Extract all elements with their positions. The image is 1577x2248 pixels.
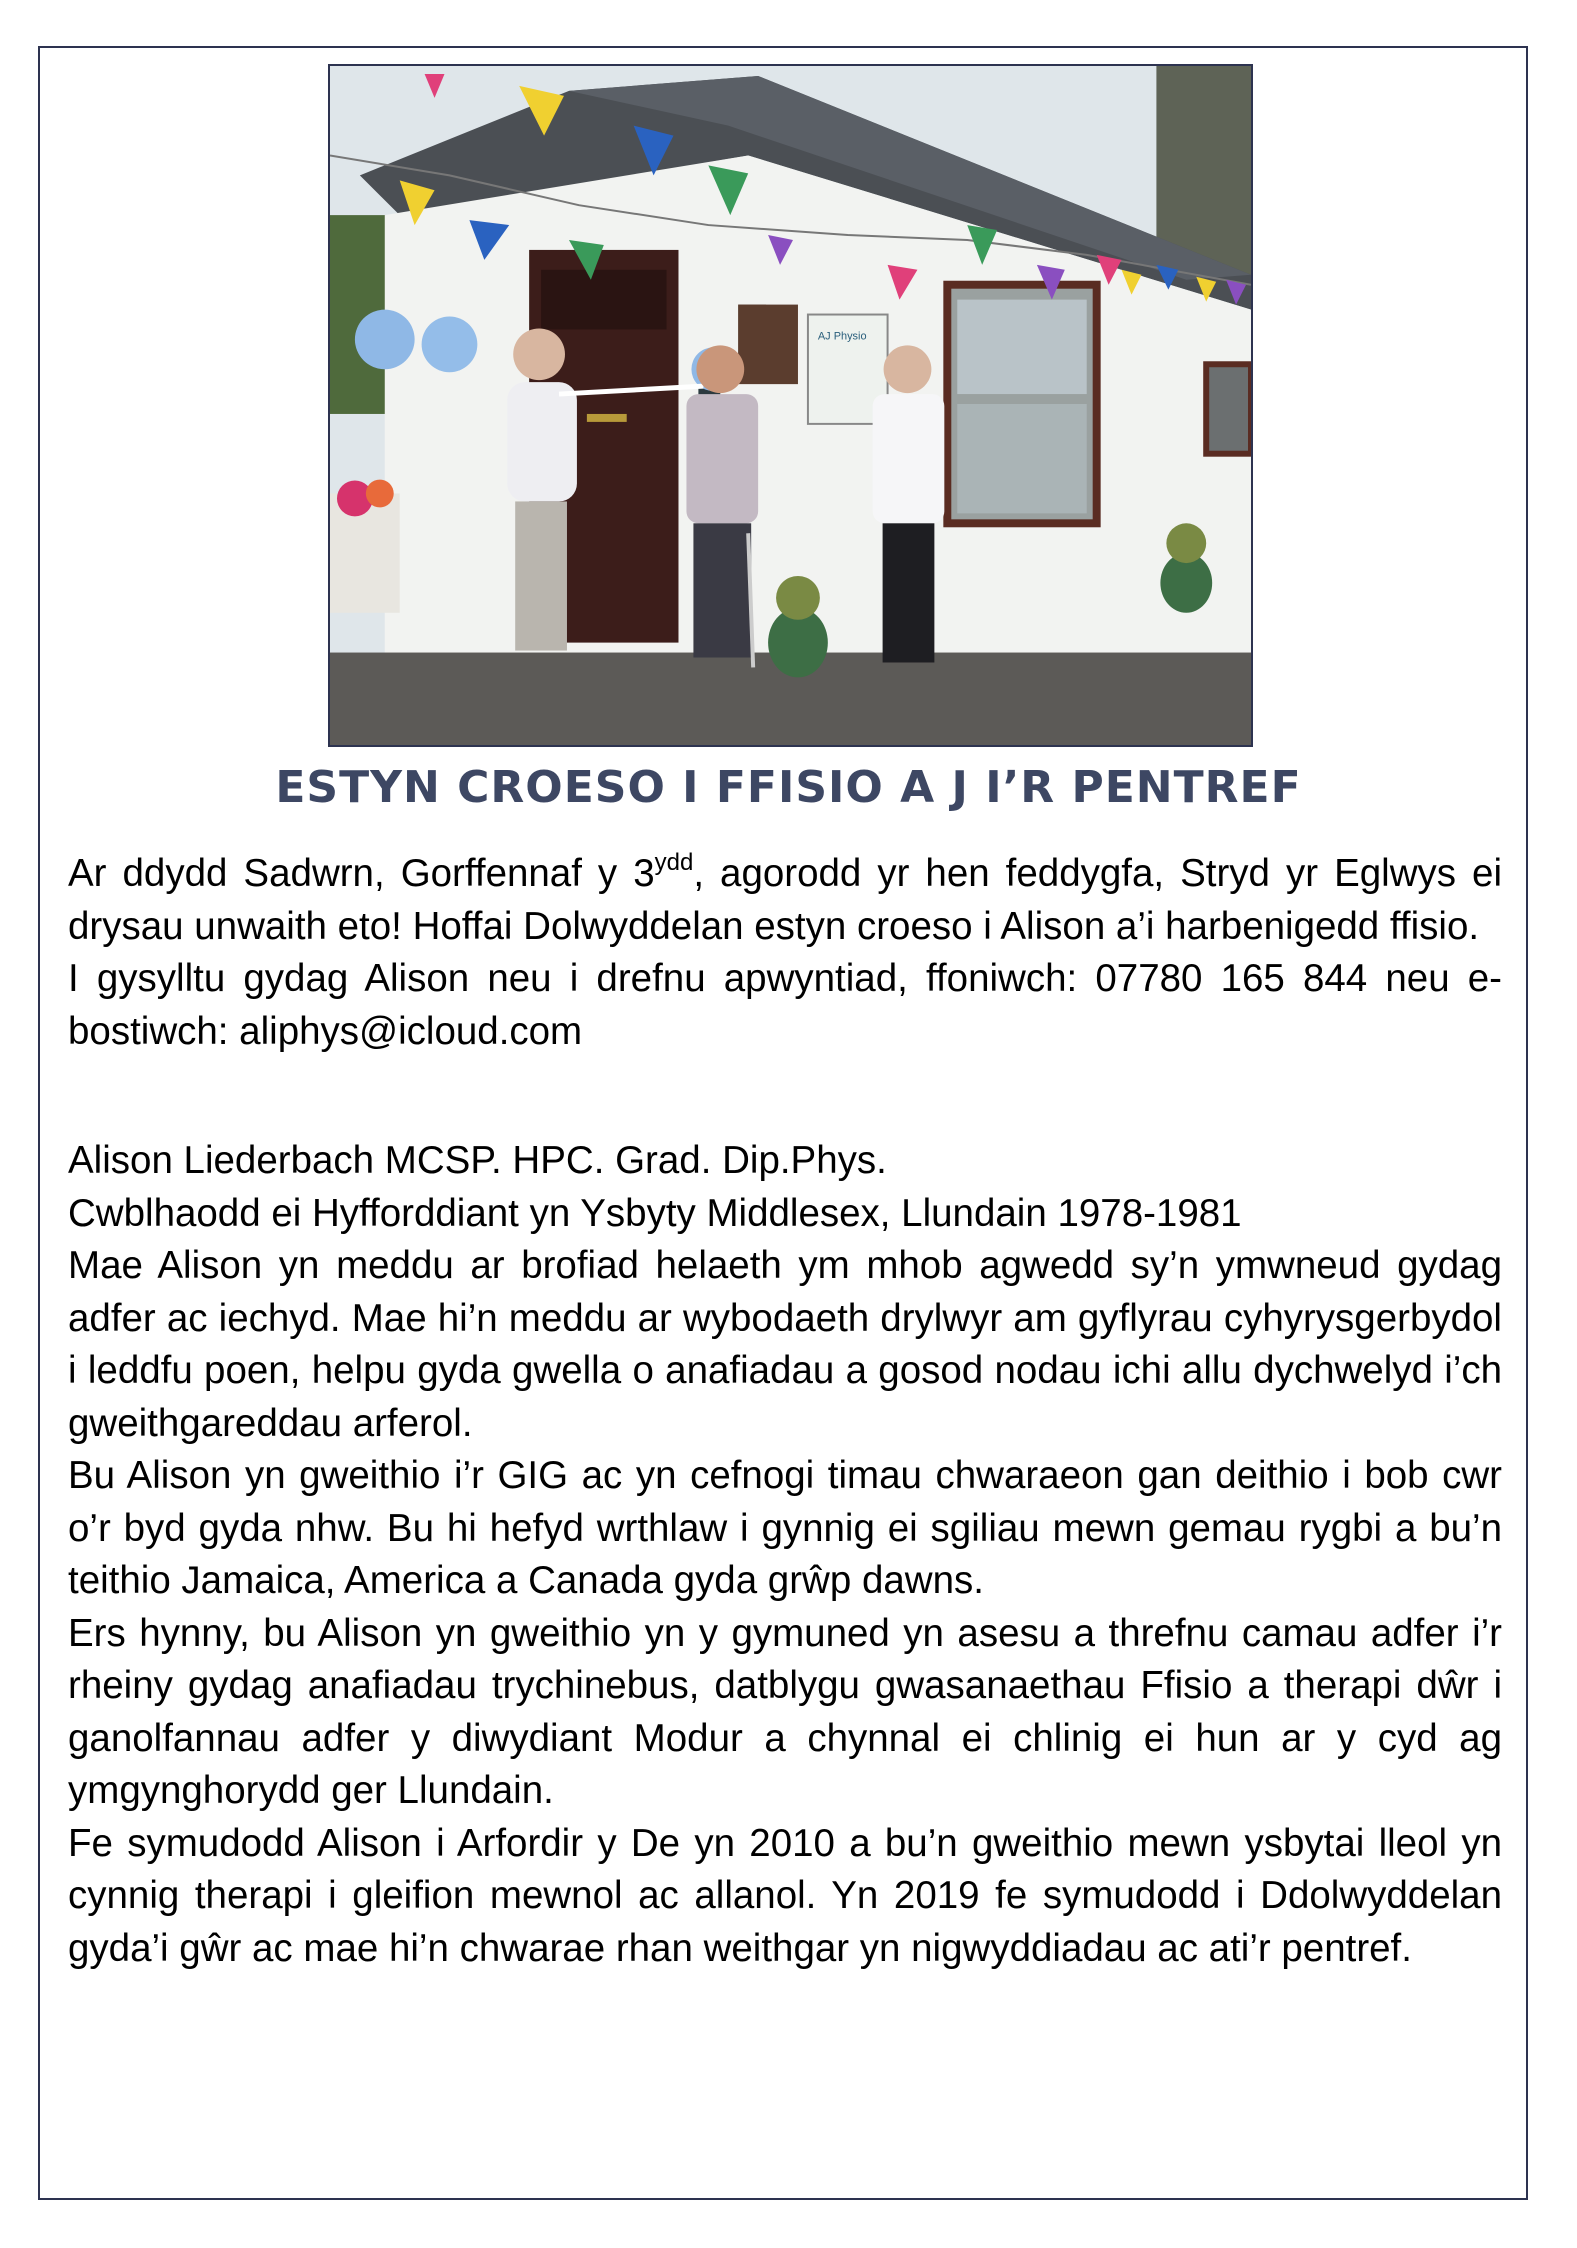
bio-section: [68, 1135, 1502, 1975]
physio-sign-text: AJ Physio: [817, 330, 867, 343]
contact-paragraph: I gysylltu gydag Alison neu i drefnu apwyntiad, ffoniwch: 07780 165 844 neu e-bostiwch: aliphys@icloud.com: [68, 957, 1502, 1053]
training-line: Cwblhaodd ei Hyfforddiant yn Ysbyty Middlesex, Llundain 1978-1981: [68, 1191, 1242, 1235]
experience-paragraph: Mae Alison yn meddu ar brofiad helaeth ym mhob agwedd sy’n ymwneud gydag adfer ac iechyd. Mae hi’n meddu ar wybodaeth drylwyr am gyflyrau cyhyrysgerbydol i leddfu poen, helpu gyda gwella o anafiadau a gosod nodau ichi allu dychwelyd i’ch gweithgareddau arferol.: [68, 1244, 1502, 1445]
headline: ESTYN CROESO I FFISIO A J I’R PENTREF: [275, 762, 1302, 813]
intro-paragraph: [68, 848, 1502, 953]
nhs-paragraph: Bu Alison yn gweithio i’r GIG ac yn cefnogi timau chwaraeon gan deithio i bob cwr o’r byd gyda nhw. Bu hi hefyd wrthlaw i gynnig ei sgiliau mewn gemau rygbi a bu’n teithio Jamaica, America a Canada gyda grŵp dawns.: [68, 1454, 1502, 1602]
intro-text-start: Ar ddydd Sadwrn, Gorffennaf y 3: [68, 852, 655, 895]
intro-text-end: , agorodd yr hen feddygfa, Stryd yr Eglwys ei drysau unwaith eto! Hoffai Dolwyddelan estyn croeso i Alison a’i harbenigedd ffisio.: [68, 852, 1502, 948]
relocation-paragraph: Fe symudodd Alison i Arfordir y De yn 2010 a bu’n gweithio mewn ysbytai lleol yn cynnig therapi i gleifion mewnol ac allanol. Yn 2019 fe symudodd i Ddolwyddelan gyda’i gŵr ac mae hi’n chwarae rhan weithgar yn nigwyddiadau ac ati’r pentref.: [68, 1821, 1502, 1970]
community-paragraph: Ers hynny, bu Alison yn gweithio yn y gymuned yn asesu a threfnu camau adfer i’r rheiny gydag anafiadau trychinebus, datblygu gwasanaethau Ffisio a therapi dŵr i ganolfannau adfer y diwydiant Modur a chynnal ei chlinig ei hun ar y cyd ag ymgynghorydd ger Llundain.: [68, 1611, 1502, 1812]
photo-illustration: [330, 66, 1251, 745]
opening-photo: [328, 64, 1253, 747]
date-ordinal: ydd: [654, 849, 694, 877]
intro-section: [68, 848, 1502, 1058]
qualifications-line: Alison Liederbach MCSP. HPC. Grad. Dip.Phys.: [68, 1139, 887, 1182]
